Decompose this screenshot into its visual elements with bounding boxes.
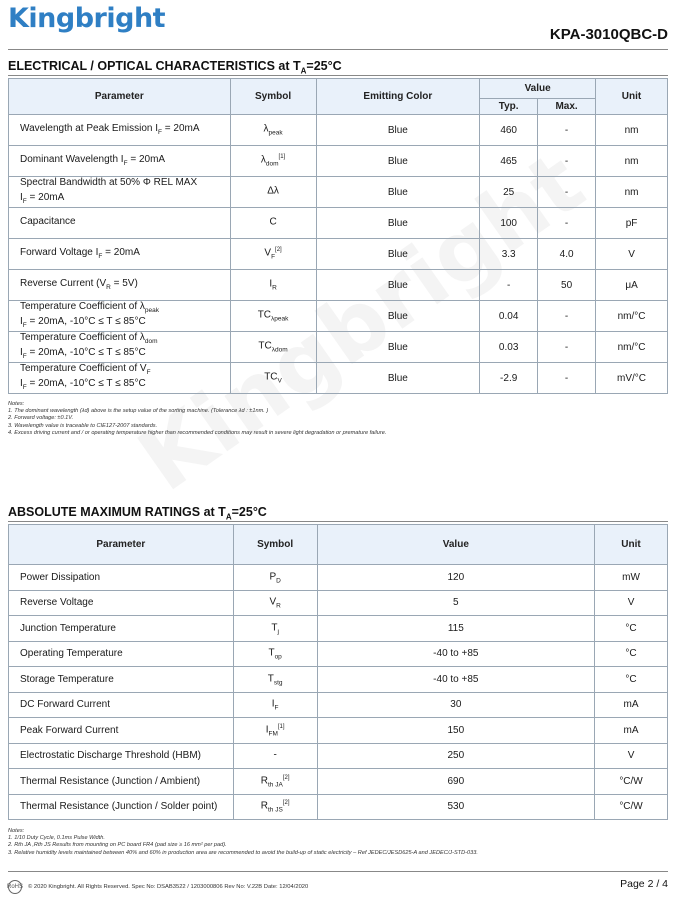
eo-param-line1 <box>20 247 140 258</box>
amr-param: Thermal Resistance (Junction / Ambient) <box>9 769 234 795</box>
amr-section-title: ABSOLUTE MAXIMUM RATINGS at $T_A=25^\circ C$ <box>8 505 267 522</box>
eo-symbol <box>230 146 316 177</box>
eo-param <box>9 208 231 239</box>
eo-param-line1 <box>20 177 197 188</box>
eo-typ: 25 <box>480 177 538 208</box>
eo-color: Blue <box>316 301 480 332</box>
amr-value: 5 <box>317 590 594 616</box>
eo-max: - <box>538 208 596 239</box>
eo-param-text: Forward Voltage I <box>20 246 99 258</box>
amr-symbol-sub: stg <box>273 678 283 686</box>
amr-symbol-note: [2] <box>282 800 290 807</box>
amr-param: Storage Temperature <box>9 667 234 693</box>
eo-note-line: 2. Forward voltage: ±0.1V. <box>8 415 74 422</box>
eo-param-text: Reverse Current (V <box>20 277 107 289</box>
amr-note-line: 3. Relative humidity levels maintained between 40% and 60% in production area are recommended to avoid the build-up of static electricity – Ref JEDEC/JESD625-A and JEDEC/J-STD-033. <box>8 849 478 856</box>
eo-symbol-main: V <box>264 247 272 259</box>
col-max: Max. <box>538 99 596 115</box>
amr-row <box>9 616 668 642</box>
col-parameter: Parameter <box>9 79 231 115</box>
amr-param: Thermal Resistance (Junction / Solder point) <box>9 794 234 820</box>
eo-row <box>9 332 668 363</box>
eo-param <box>9 146 231 177</box>
eo-param <box>9 115 231 146</box>
eo-param-sub: F <box>98 252 103 260</box>
amr-symbol-sub: j <box>277 627 279 635</box>
part-number: KPA-3010QBC-D <box>549 26 668 43</box>
amr-unit: °C <box>595 667 668 693</box>
eo-param-line2 <box>20 378 146 389</box>
amr-value: 150 <box>317 718 594 744</box>
amr-param: Junction Temperature <box>9 616 234 642</box>
eo-max: - <box>538 332 596 363</box>
eo-typ: - <box>480 270 538 301</box>
eo-symbol-main: Δλ <box>267 185 279 197</box>
eo-row <box>9 146 668 177</box>
eo-param-text: Temperature Coefficient of V <box>20 363 147 374</box>
eo-table <box>8 78 668 394</box>
amr-col-symbol: Symbol <box>233 525 317 565</box>
eo-max: - <box>538 177 596 208</box>
eo-color: Blue <box>316 270 480 301</box>
amr-row <box>9 743 668 769</box>
amr-value: -40 to +85 <box>317 641 594 667</box>
eo-symbol <box>230 363 316 394</box>
eo-unit: μA <box>596 270 668 301</box>
col-symbol: Symbol <box>230 79 316 115</box>
eo-note-line: Notes: <box>8 401 25 407</box>
eo-unit: nm <box>596 177 668 208</box>
eo-row <box>9 177 668 208</box>
eo-typ: 100 <box>480 208 538 239</box>
eo-symbol-sub: F <box>271 253 276 261</box>
eo-param2-sub: F <box>22 353 27 360</box>
eo-unit: nm <box>596 115 668 146</box>
eo-param-sub: dom <box>144 338 158 345</box>
amr-symbol-note: [1] <box>277 723 285 730</box>
eo-symbol-main: λ <box>263 123 269 135</box>
eo-param-line2 <box>20 192 64 203</box>
amr-symbol-main: R <box>260 800 268 812</box>
eo-symbol-sub: peak <box>268 129 283 137</box>
amr-symbol <box>233 590 317 616</box>
eo-param <box>9 363 231 394</box>
eo-unit: pF <box>596 208 668 239</box>
amr-param: Operating Temperature <box>9 641 234 667</box>
amr-notes <box>8 828 478 857</box>
eo-param <box>9 301 231 332</box>
rohs-icon: RoHS <box>8 880 22 894</box>
eo-param2-text: I <box>20 192 23 203</box>
eo-param-sub: F <box>123 159 128 167</box>
amr-value: -40 to +85 <box>317 667 594 693</box>
amr-value: 120 <box>317 565 594 591</box>
amr-symbol-note: [2] <box>282 774 290 781</box>
amr-symbol-main: P <box>269 570 277 582</box>
eo-color: Blue <box>316 146 480 177</box>
amr-col-parameter: Parameter <box>9 525 234 565</box>
eo-symbol-main: TC <box>258 340 272 352</box>
eo-max: - <box>538 115 596 146</box>
eo-unit: V <box>596 239 668 270</box>
eo-unit: mV/°C <box>596 363 668 394</box>
amr-row <box>9 718 668 744</box>
amr-unit: °C/W <box>595 769 668 795</box>
eo-param-sub: R <box>106 283 111 291</box>
amr-row <box>9 565 668 591</box>
amr-row <box>9 641 668 667</box>
amr-note-line: 1. 1/10 Duty Cycle, 0.1ms Pulse Width. <box>8 835 105 842</box>
footer <box>8 880 308 894</box>
amr-symbol-main: T <box>268 647 275 659</box>
col-emitting-color: Emitting Color <box>316 79 480 115</box>
amr-param: Electrostatic Discharge Threshold (HBM) <box>9 743 234 769</box>
eo-note-line: 4. Excess driving current and / or operating temperature higher than recommended conditions may result in severe light degradation or premature failure. <box>8 429 387 436</box>
amr-unit: °C <box>595 616 668 642</box>
header-divider <box>8 49 668 50</box>
eo-color: Blue <box>316 239 480 270</box>
amr-value: 690 <box>317 769 594 795</box>
eo-param-tail: = 5V) <box>110 277 138 289</box>
amr-unit: mA <box>595 718 668 744</box>
eo-param-text: Dominant Wavelength I <box>20 153 124 165</box>
eo-param-tail: = 20mA <box>102 246 140 258</box>
amr-unit: V <box>595 590 668 616</box>
eo-param <box>9 239 231 270</box>
eo-row <box>9 270 668 301</box>
amr-col-unit: Unit <box>595 525 668 565</box>
eo-color: Blue <box>316 363 480 394</box>
amr-row <box>9 667 668 693</box>
amr-table <box>8 524 668 820</box>
eo-param2-text: I <box>20 316 23 327</box>
footer-divider <box>8 871 668 872</box>
eo-row <box>9 301 668 332</box>
amr-value: 250 <box>317 743 594 769</box>
col-typ: Typ. <box>480 99 538 115</box>
eo-color: Blue <box>316 208 480 239</box>
eo-param-text: Temperature Coefficient of λ <box>20 301 145 312</box>
eo-param <box>9 177 231 208</box>
eo-note-line: 1. The dominant wavelength (λd) above is the setup value of the sorting machine. (Tolerance λd : ±1nm. ) <box>8 408 269 415</box>
eo-unit: nm <box>596 146 668 177</box>
eo-symbol-main: C <box>269 216 277 228</box>
eo-param-tail: = 20mA <box>162 122 200 134</box>
eo-symbol-main: λ <box>260 154 266 166</box>
amr-col-value: Value <box>317 525 594 565</box>
eo-symbol-sub: R <box>272 284 277 292</box>
amr-row <box>9 794 668 820</box>
eo-param-text: Spectral Bandwidth at 50% Φ REL MAX <box>20 177 198 188</box>
eo-param2-sub: F <box>22 198 27 205</box>
eo-symbol-sub: dom <box>265 160 279 168</box>
eo-row <box>9 115 668 146</box>
eo-param2-sub: F <box>22 322 27 329</box>
eo-symbol-main: TC <box>257 309 272 321</box>
eo-row <box>9 208 668 239</box>
amr-note-line: 2. Rth JA ,Rth JS Results from mounting on PC board FR4 (pad size ≥ 16 mm² per pad). <box>8 842 227 849</box>
eo-symbol <box>230 270 316 301</box>
amr-param: Power Dissipation <box>9 565 234 591</box>
amr-symbol-main: V <box>269 596 277 608</box>
amr-symbol-main: T <box>267 672 274 684</box>
eo-param2-text: I <box>20 347 23 358</box>
col-value: Value <box>480 79 596 99</box>
eo-param-text: Wavelength at Peak Emission I <box>20 122 159 134</box>
eo-symbol <box>230 115 316 146</box>
brand-logo: Kingbright <box>8 3 166 34</box>
amr-symbol-sub: R <box>276 602 281 610</box>
eo-max: 50 <box>538 270 596 301</box>
footer-copyright: © 2020 Kingbright. All Rights Reserved. Spec No: DSAB3522 / 1203000806 Rev No: V.22B Date: 12/04/2020 <box>28 884 309 890</box>
amr-symbol <box>233 616 317 642</box>
eo-color: Blue <box>316 177 480 208</box>
amr-symbol <box>233 667 317 693</box>
amr-symbol-main: I <box>271 698 275 710</box>
eo-symbol-sub: V <box>277 377 282 385</box>
eo-symbol <box>230 301 316 332</box>
eo-param <box>9 332 231 363</box>
eo-param-text: Temperature Coefficient of λ <box>20 332 145 343</box>
amr-param: Reverse Voltage <box>9 590 234 616</box>
eo-max: - <box>538 363 596 394</box>
page-number: Page 2 / 4 <box>620 878 668 890</box>
eo-symbol-main: I <box>269 278 273 290</box>
eo-param-sub: F <box>146 369 151 376</box>
amr-symbol-main: R <box>260 774 268 786</box>
amr-unit: °C/W <box>595 794 668 820</box>
eo-max: - <box>538 146 596 177</box>
eo-param2-tail: = 20mA, -10°C ≤ T ≤ 85°C <box>26 316 146 327</box>
amr-param: DC Forward Current <box>9 692 234 718</box>
amr-unit: V <box>595 743 668 769</box>
eo-note-line: 3. Wavelength value is traceable to CIE127-2007 standards. <box>8 422 158 429</box>
eo-unit: nm/°C <box>596 301 668 332</box>
amr-value: 115 <box>317 616 594 642</box>
eo-typ: 460 <box>480 115 538 146</box>
amr-symbol-sub: D <box>276 576 281 584</box>
eo-param-line2 <box>20 347 146 358</box>
eo-max: - <box>538 301 596 332</box>
eo-param-tail: = 20mA <box>127 153 166 165</box>
amr-param: Peak Forward Current <box>9 718 234 744</box>
amr-unit: °C <box>595 641 668 667</box>
amr-symbol-sub: op <box>274 653 282 661</box>
eo-typ: 3.3 <box>480 239 538 270</box>
eo-param-sub: peak <box>144 307 159 314</box>
amr-row <box>9 590 668 616</box>
eo-param-line1 <box>20 363 151 374</box>
eo-typ: -2.9 <box>480 363 538 394</box>
eo-param <box>9 270 231 301</box>
eo-typ: 465 <box>480 146 538 177</box>
eo-param-line1 <box>20 332 158 343</box>
eo-param-line1 <box>20 278 138 289</box>
amr-symbol-sub: F <box>274 704 279 712</box>
amr-symbol <box>233 718 317 744</box>
amr-symbol-sub: th JS <box>268 806 283 814</box>
eo-symbol-note: [1] <box>278 154 286 161</box>
amr-note-line: Notes: <box>8 828 25 834</box>
amr-symbol-main: - <box>273 749 277 761</box>
eo-param-sub: F <box>158 128 163 136</box>
amr-symbol-sub: th JA <box>268 780 283 788</box>
eo-symbol <box>230 239 316 270</box>
eo-param2-sub: F <box>22 384 27 391</box>
eo-param-line1 <box>20 123 200 134</box>
eo-param-line1 <box>20 154 165 165</box>
eo-symbol-note: [2] <box>275 247 282 254</box>
eo-title-divider <box>8 75 668 76</box>
eo-section-title: ELECTRICAL / OPTICAL CHARACTERISTICS at $T_A=25^\circ C$ <box>8 59 342 76</box>
eo-row <box>9 239 668 270</box>
amr-symbol <box>233 743 317 769</box>
eo-symbol-main: TC <box>264 371 278 383</box>
amr-row <box>9 769 668 795</box>
amr-symbol-sub: FM <box>268 729 278 737</box>
eo-symbol <box>230 208 316 239</box>
eo-param-line2 <box>20 316 146 327</box>
amr-symbol <box>233 565 317 591</box>
amr-symbol <box>233 692 317 718</box>
amr-symbol <box>233 794 317 820</box>
eo-row <box>9 363 668 394</box>
eo-param2-text: I <box>20 378 23 389</box>
amr-symbol-main: I <box>265 723 269 735</box>
eo-param2-tail: = 20mA, -10°C ≤ T ≤ 85°C <box>26 347 146 358</box>
eo-unit: nm/°C <box>596 332 668 363</box>
eo-param-line1 <box>20 216 76 227</box>
eo-color: Blue <box>316 115 480 146</box>
eo-color: Blue <box>316 332 480 363</box>
eo-symbol-sub: λpeak <box>271 315 289 323</box>
eo-param2-tail: = 20mA, -10°C ≤ T ≤ 85°C <box>26 378 146 389</box>
amr-symbol <box>233 641 317 667</box>
eo-param2-tail: = 20mA <box>26 192 65 203</box>
eo-typ: 0.03 <box>480 332 538 363</box>
amr-unit: mW <box>595 565 668 591</box>
col-unit: Unit <box>596 79 668 115</box>
amr-value: 530 <box>317 794 594 820</box>
eo-symbol <box>230 332 316 363</box>
eo-max: 4.0 <box>538 239 596 270</box>
amr-symbol <box>233 769 317 795</box>
amr-row <box>9 692 668 718</box>
amr-value: 30 <box>317 692 594 718</box>
eo-typ: 0.04 <box>480 301 538 332</box>
eo-param-line1 <box>20 301 159 312</box>
eo-param-text: Capacitance <box>20 215 76 227</box>
eo-symbol-sub: λdom <box>271 346 288 354</box>
amr-unit: mA <box>595 692 668 718</box>
amr-symbol-main: T <box>271 621 278 633</box>
eo-notes <box>8 401 386 437</box>
eo-symbol <box>230 177 316 208</box>
amr-title-divider <box>8 521 668 522</box>
